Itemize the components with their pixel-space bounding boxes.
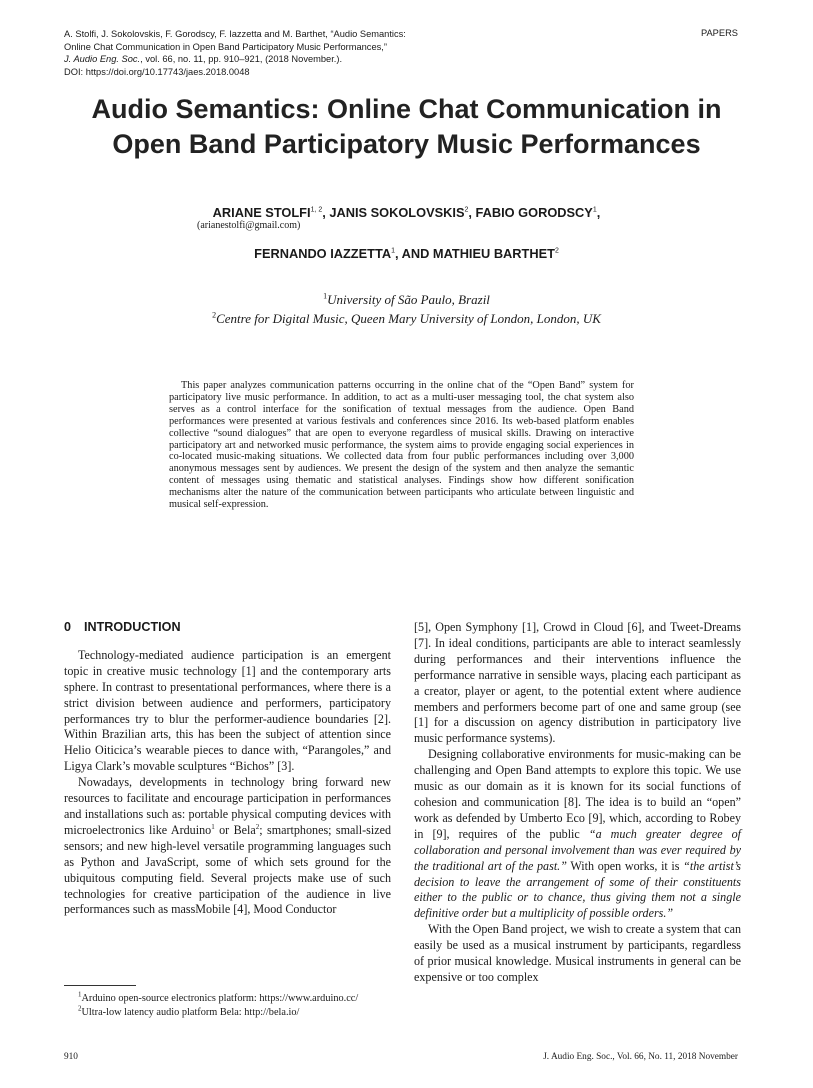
citation-journal: J. Audio Eng. Soc. [64, 54, 141, 65]
author-affil-mark: 1 [592, 206, 597, 214]
author-affil-mark: 1 [391, 247, 395, 255]
paragraph-text: ; smartphones; small-sized sensors; and new high-level versatile programming languages such as Python and JavaScript, some of which sets ground for the ubiquitous computing field. Several projects make use of such technologies for creative participation of the audience in live performances such as massMobile [4], Mood Conductor [64, 822, 391, 917]
footnote-divider [64, 985, 136, 986]
paragraph-text: Nowadays, developments in technology bring forward new resources to facilitate and encourage participation in performances and installations such as: portable physical computing devices with microelectronics like Arduino [64, 775, 391, 837]
quotation: “the artist’s decision to leave the arrangement of some of their constituents either to the public or to chance, thus giving them not a single definitive order but a multiplicity of possible orders.” [414, 858, 741, 921]
affiliation-text: University of São Paulo, Brazil [327, 292, 490, 307]
affiliation-number: 2 [212, 310, 217, 320]
paragraph-text: Designing collaborative environments for music-making can be challenging and Open Band attempts to explore this topic. We use music as our domain as it is known for its social functions of cohesion and communication [8]. The idea is to build an “open” work as defended by Umberto Eco [9], which, according to Robey in [9], requires of the public [414, 747, 741, 841]
page-number: 910 [64, 1052, 78, 1062]
paragraph-3: [5], Open Symphony [1], Crowd in Cloud [6], and Tweet-Dreams [7]. In ideal conditions, participants are able to interact seamlessly during performances and their interventions influence the performance narrative in sensible ways, placing each participant as a creator, player or agent, to the potential extent where audience members and performers become part of one and same group (see [1] for a discussion on agency distribution in participatory live music performance systems). [414, 620, 741, 746]
paragraph-text: With open works, it is [566, 858, 684, 873]
right-column [414, 620, 741, 986]
citation-line-2: Online Chat Communication in Open Band Participatory Music Performances,” [64, 41, 387, 52]
author-name: FERNANDO IAZZETTA [254, 246, 392, 261]
paper-title [30, 92, 783, 162]
footnote-1 [64, 992, 391, 1006]
left-column [64, 620, 391, 918]
affiliation-2 [0, 311, 813, 327]
authors-line-2: FERNANDO IAZZETTA$^1$, AND MATHIEU BARTHET$^2$ [254, 246, 559, 261]
affiliation-number: 1 [323, 291, 328, 301]
authors-line-1: ARIANE STOLFI$^{1, 2}$, JANIS SOKOLOVSKIS$^2$, FABIO GORODSCY$^1$, [212, 205, 601, 220]
footnote-number: 1 [78, 990, 82, 999]
author-email[interactable]: (arianestolfi@gmail.com) [197, 220, 301, 231]
author-name: ARIANE STOLFI [212, 205, 311, 220]
author-name: JANIS SOKOLOVSKIS [329, 205, 465, 220]
footnotes [64, 992, 391, 1020]
section-label: PAPERS [700, 28, 738, 38]
citation-details: , vol. 66, no. 11, pp. 910–921, (2018 November.). [140, 54, 343, 65]
footnote-2 [64, 1006, 391, 1020]
section-title: INTRODUCTION [84, 620, 181, 634]
section-heading [64, 620, 391, 636]
author-name: FABIO GORODSCY [475, 205, 593, 220]
affiliation-1 [0, 292, 813, 308]
paragraph-4 [414, 747, 741, 922]
author-name: AND MATHIEU BARTHET [401, 246, 555, 261]
citation-line-3 [64, 53, 484, 66]
footnote-ref[interactable]: 1 [211, 822, 215, 831]
section-number: 0 [64, 620, 72, 634]
author-affil-mark: 2 [464, 206, 469, 214]
footnote-number: 2 [78, 1004, 82, 1013]
affiliation-text: Centre for Digital Music, Queen Mary University of London, London, UK [216, 311, 601, 326]
title-line-1: Audio Semantics: Online Chat Communication in [91, 94, 722, 124]
paragraph-1: Technology-mediated audience participation is an emergent topic in creative music technology [1] and the contemporary arts sphere. In contrast to presentational performances, where there is a strict division between audience and performers, participatory performances try to blur the performer-audience boundaries [2]. Within Brazilian arts, this has been the subject of attention since Helio Oiticica’s wearable pieces to dance with, “Parangoles,” and Ligya Clark’s movable sculptures “Bichos” [3]. [64, 647, 391, 774]
paragraph-2 [64, 775, 391, 918]
quotation: “a much greater degree of collaboration and personal involvement than was ever required by the traditional art of the past.” [414, 826, 742, 873]
paragraph-text: or Bela [214, 822, 256, 837]
author-affil-mark: 2 [554, 247, 559, 255]
citation-line-1: A. Stolfi, J. Sokolovskis, F. Gorodscy, F. Iazzetta and M. Barthet, “Audio Semantics: [64, 29, 406, 39]
footnote-text: Arduino open-source electronics platform: https://www.arduino.cc/ [81, 993, 359, 1004]
paragraph-5: With the Open Band project, we wish to create a system that can easily be used as a musical instrument by participants, regardless of prior musical knowledge. Musical instruments in general can be expensive or too complex [414, 922, 741, 984]
title-line-2: Open Band Participatory Music Performances [112, 129, 701, 159]
header-citation [64, 28, 484, 78]
abstract: This paper analyzes communication patterns occurring in the online chat of the “Open Band” system for participatory live music performance. In addition, to act as a multi-user messaging tool, the chat system also serves as a control interface for the sonification of textual messages from the audience. Open Band performances were presented at various festivals and conferences since 2016. Its web-based platform enables collective “sound dialogues” that are open to everyone regardless of musical skills. Drawing on interactive participatory art and networked music performance, the system aims to provide engaging social experiences in co-located music-making situations. We collected data from four public performances including over 3,000 anonymous messages sent by audiences. We present the design of the system and then analyze the semantic content of messages using thematic and statistical analyses. Findings show how different sonification mechanisms alter the nature of the communication between participants who articulate between linguistic and musical self-expression. [169, 380, 634, 511]
footer-journal: J. Audio Eng. Soc., Vol. 66, No. 11, 2018 November [543, 1052, 738, 1062]
author-affil-mark: 1, 2 [310, 206, 323, 214]
doi-link[interactable]: DOI: https://doi.org/10.17743/jaes.2018.0048 [64, 66, 250, 77]
footnote-text: Ultra-low latency audio platform Bela: http://bela.io/ [81, 1007, 300, 1018]
footnote-ref[interactable]: 2 [255, 822, 260, 831]
